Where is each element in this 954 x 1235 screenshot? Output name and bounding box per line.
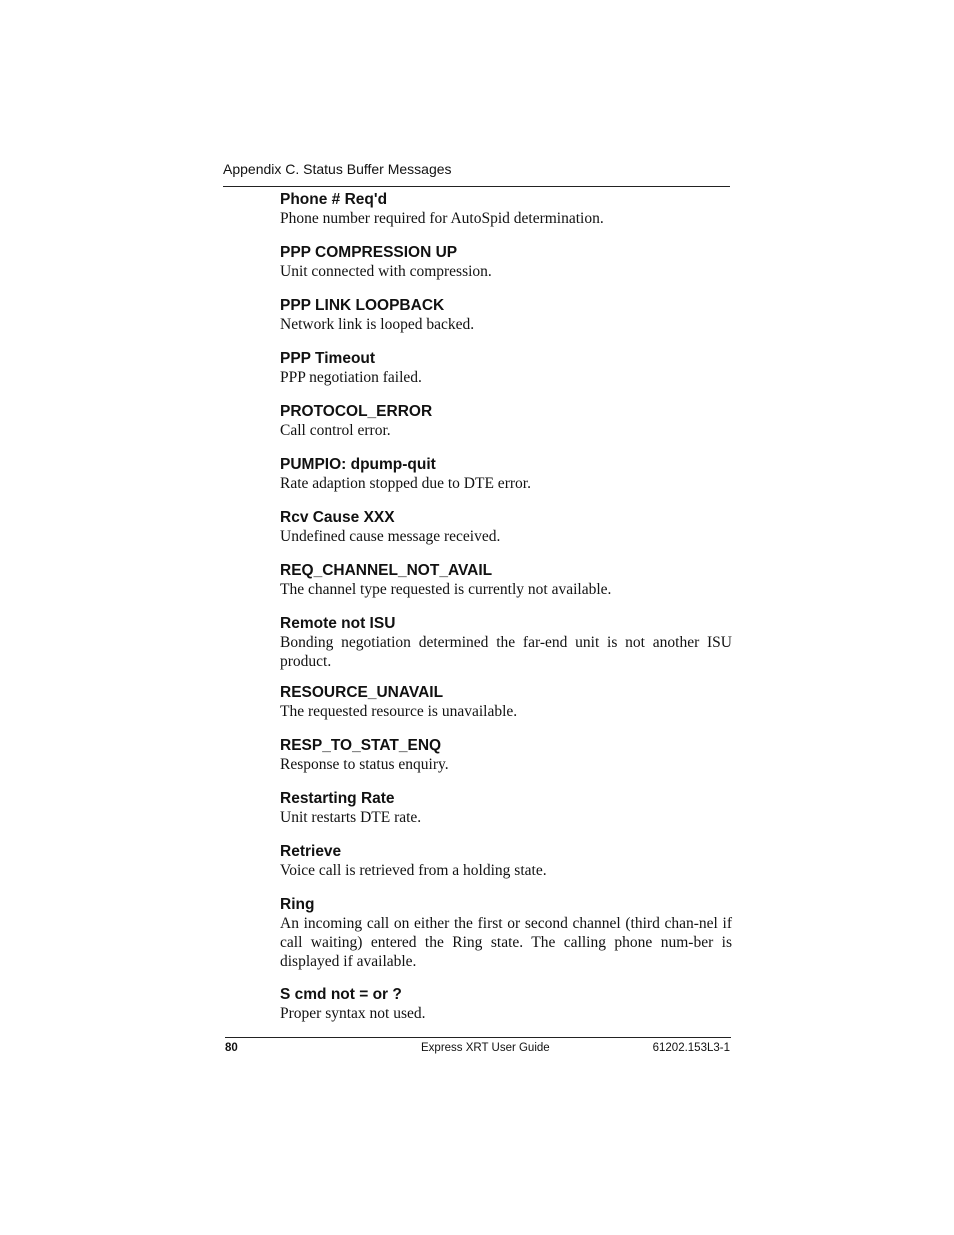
message-term: Rcv Cause XXX (280, 509, 395, 526)
message-entry (280, 243, 732, 281)
message-description: The requested resource is unavailable. (280, 703, 518, 720)
message-term: PPP COMPRESSION UP (280, 244, 458, 261)
message-term: PUMPIO: dpump-quit (280, 456, 436, 473)
message-description: Network link is looped backed. (280, 316, 475, 333)
message-description: Proper syntax not used. (280, 1005, 426, 1022)
message-description: Phone number required for AutoSpid determination. (280, 210, 604, 227)
message-description: Undefined cause message received. (280, 528, 501, 545)
header-divider (223, 186, 730, 187)
message-description: The channel type requested is currently not available. (280, 581, 612, 598)
message-description: Response to status enquiry. (280, 756, 449, 773)
message-entry (280, 789, 732, 827)
message-entry (280, 561, 732, 599)
message-term: Remote not ISU (280, 615, 396, 632)
message-entry (280, 349, 732, 387)
message-description: Rate adaption stopped due to DTE error. (280, 475, 531, 492)
message-term: Phone # Req'd (280, 191, 388, 208)
message-entry (280, 736, 732, 774)
message-description: PPP negotiation failed. (280, 369, 422, 386)
message-entry (280, 296, 732, 334)
message-entry (280, 455, 732, 493)
message-term: RESOURCE_UNAVAIL (280, 684, 444, 701)
running-header: Appendix C. Status Buffer Messages (223, 161, 452, 177)
message-term: RESP_TO_STAT_ENQ (280, 737, 442, 754)
message-term: Retrieve (280, 843, 342, 860)
message-entry (280, 683, 732, 721)
message-term: REQ_CHANNEL_NOT_AVAIL (280, 562, 493, 579)
message-term: Restarting Rate (280, 790, 395, 807)
message-entry (280, 985, 732, 1023)
message-term: PPP LINK LOOPBACK (280, 297, 445, 314)
message-description: Bonding negotiation determined the far-end unit is not another ISU product. (280, 634, 732, 670)
message-entry (280, 508, 732, 546)
message-entry (280, 842, 732, 880)
message-description: Voice call is retrieved from a holding state. (280, 862, 547, 879)
footer-divider (225, 1037, 731, 1038)
message-entry (280, 402, 732, 440)
message-entry (280, 190, 732, 228)
message-entry (280, 895, 732, 971)
message-term: PROTOCOL_ERROR (280, 403, 433, 420)
message-description: Unit connected with compression. (280, 263, 492, 280)
message-description: An incoming call on either the first or second channel (third chan-nel if call waiting) entered the Ring state. The calling phone num-ber is displayed if available. (280, 915, 732, 970)
page-number: 80 (225, 1042, 238, 1054)
message-description: Call control error. (280, 422, 391, 439)
footer-guide-title: Express XRT User Guide (421, 1042, 550, 1054)
message-term: Ring (280, 896, 315, 913)
footer-document-number: 61202.153L3-1 (652, 1042, 730, 1054)
message-term: S cmd not = or ? (280, 986, 402, 1003)
message-term: PPP Timeout (280, 350, 376, 367)
message-entry (280, 614, 732, 671)
message-description: Unit restarts DTE rate. (280, 809, 422, 826)
